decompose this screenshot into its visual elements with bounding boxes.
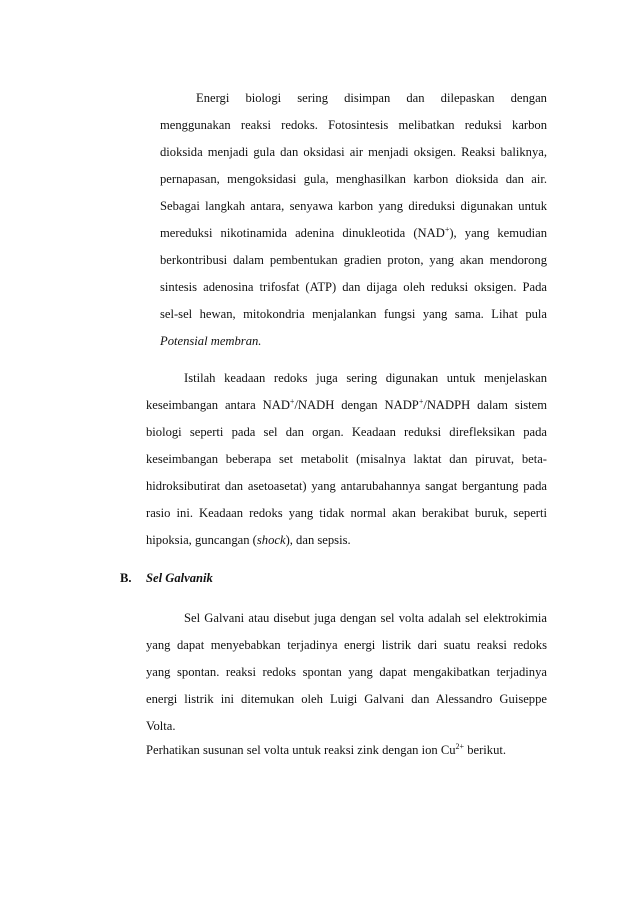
superscript: + (418, 397, 424, 406)
paragraph-1-line-10: Potensial membran. (160, 334, 262, 348)
paragraph-2-line-2 (146, 397, 547, 413)
paragraph-1-line-7: berkontribusi dalam pembentukan gradien proton, yang akan mendorong (160, 253, 547, 267)
text: /NADPH dalam sistem (423, 398, 547, 412)
paragraph-1-line-2: menggunakan reaksi redoks. Fotosintesis melibatkan reduksi karbon (160, 118, 547, 132)
text: hipoksia, guncangan ( (146, 533, 257, 547)
paragraph-2-line-1: Istilah keadaan redoks juga sering digunakan untuk menjelaskan (184, 371, 547, 385)
text: ), dan sepsis. (285, 533, 351, 547)
word: sering (297, 91, 328, 105)
word: Energi (196, 91, 230, 105)
paragraph-1-line-4: pernapasan, mengoksidasi gula, menghasilkan karbon dioksida dan air. (160, 172, 547, 186)
text: ), yang kemudian (449, 226, 548, 240)
word: dilepaskan (440, 91, 495, 105)
text: /NADH dengan NADP (294, 398, 419, 412)
superscript: + (444, 225, 450, 234)
text: keseimbangan antara NAD (146, 398, 290, 412)
paragraph-3-line-2: yang dapat menyebabkan terjadinya energi listrik dari suatu reaksi redoks (146, 638, 547, 652)
italic-term: shock (256, 533, 286, 547)
paragraph-3-line-1: Sel Galvani atau disebut juga dengan sel volta adalah sel elektrokimia (184, 611, 547, 625)
text: mereduksi nikotinamida adenina dinukleotida (NAD (160, 226, 445, 240)
superscript: 2+ (455, 742, 465, 751)
paragraph-3-line-3: yang spontan. reaksi redoks spontan yang dapat mengakibatkan terjadinya (146, 665, 547, 679)
paragraph-1-line-9: sel-sel hewan, mitokondria menjalankan fungsi yang sama. Lihat pula (160, 307, 547, 321)
word: dan (406, 91, 425, 105)
paragraph-1-line-5: Sebagai langkah antara, senyawa karbon yang direduksi digunakan untuk (160, 199, 547, 213)
paragraph-2-line-6: rasio ini. Keadaan redoks yang tidak normal akan berakibat buruk, seperti (146, 506, 547, 520)
section-title: Sel Galvanik (146, 571, 213, 585)
paragraph-1-line-6 (160, 225, 547, 241)
word: dengan (510, 91, 547, 105)
word: disimpan (344, 91, 391, 105)
paragraph-2-line-3: biologi seperti pada sel dan organ. Keadaan reduksi direfleksikan pada (146, 425, 547, 439)
paragraph-1-line-3: dioksida menjadi gula dan oksidasi air menjadi oksigen. Reaksi baliknya, (160, 145, 547, 159)
paragraph-3-line-4: energi listrik ini ditemukan oleh Luigi Galvani dan Alessandro Guiseppe (146, 692, 547, 706)
text: Perhatikan susunan sel volta untuk reaksi zink dengan ion Cu (146, 743, 456, 757)
section-letter: B. (120, 571, 132, 585)
word: biologi (245, 91, 282, 105)
paragraph-2-line-7 (146, 532, 351, 548)
paragraph-1-line-8: sintesis adenosina trifosfat (ATP) dan dijaga oleh reduksi oksigen. Pada (160, 280, 547, 294)
paragraph-3-line-5: Volta. (146, 719, 176, 733)
text: berikut. (464, 743, 507, 757)
paragraph-1-line-1 (196, 90, 547, 106)
paragraph-3-line-6 (146, 742, 506, 758)
paragraph-2-line-4: keseimbangan beberapa set metabolit (misalnya laktat dan piruvat, beta- (146, 452, 547, 466)
paragraph-2-line-5: hidroksibutirat dan asetoasetat) yang antarubahannya sangat bergantung pada (146, 479, 547, 493)
superscript: + (289, 397, 295, 406)
